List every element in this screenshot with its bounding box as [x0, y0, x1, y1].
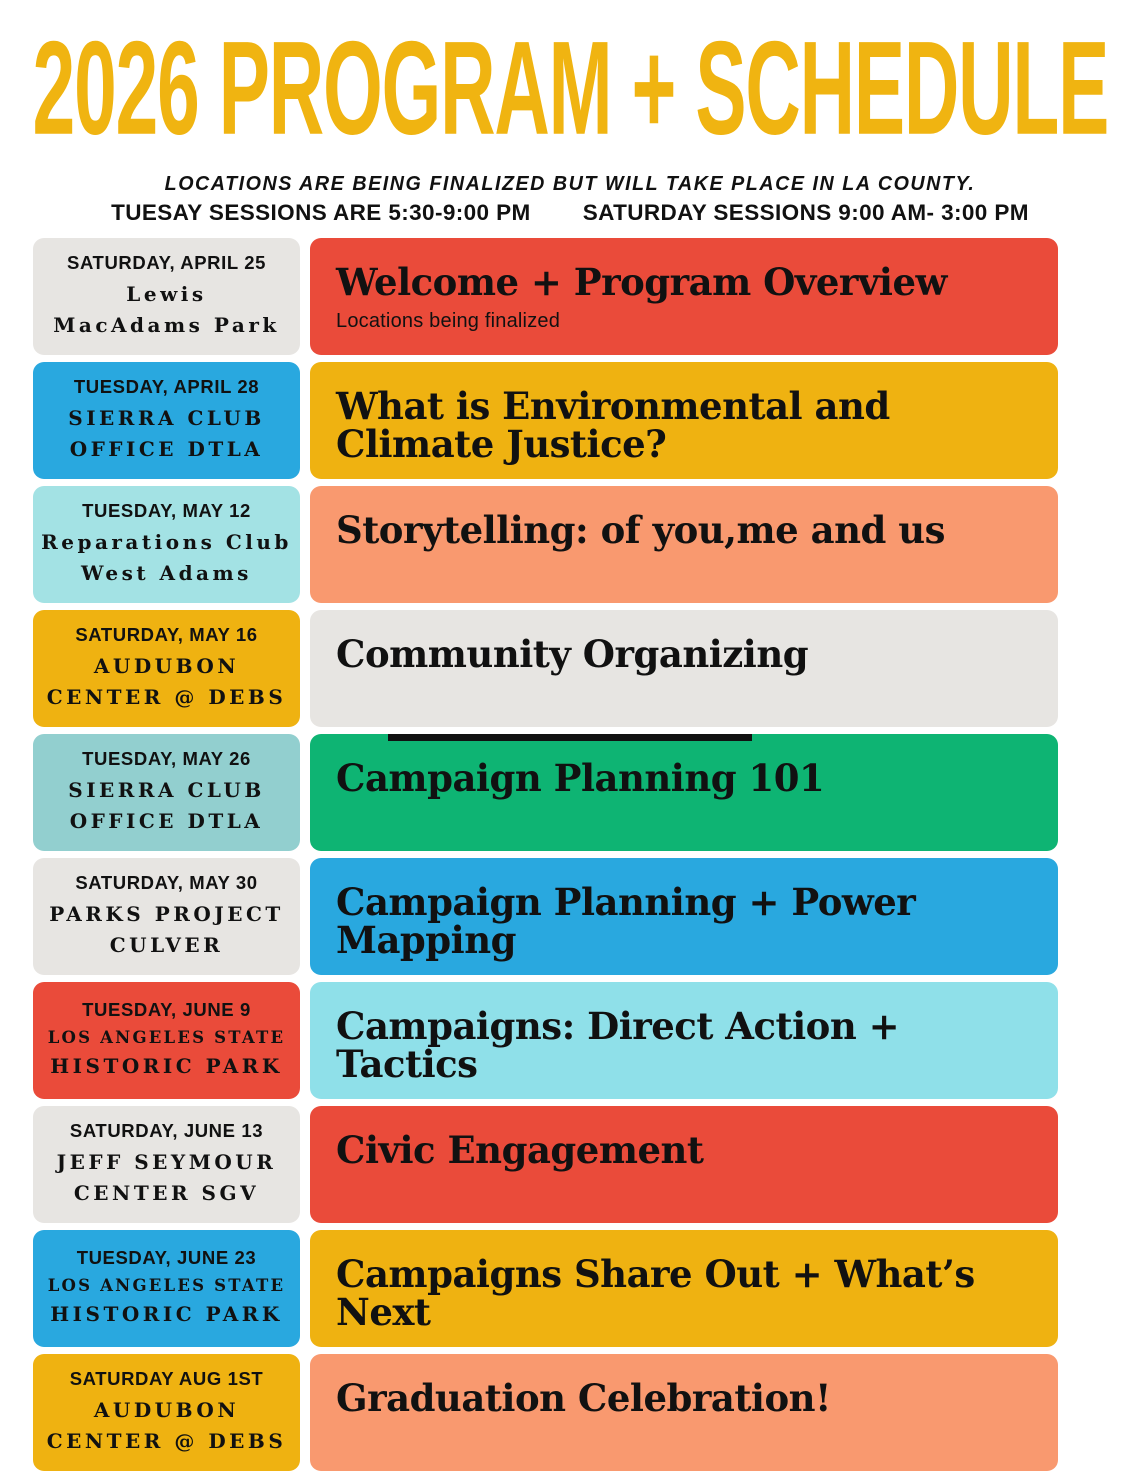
session-date: TUESDAY, JUNE 9	[82, 999, 251, 1021]
schedule-row	[33, 1230, 1058, 1347]
schedule-list	[33, 238, 1058, 1476]
schedule-row	[33, 734, 1058, 851]
session-title: Campaigns Share Out + What’s Next	[336, 1252, 975, 1335]
session-location	[41, 527, 292, 589]
session-card	[310, 858, 1058, 975]
session-location	[47, 651, 287, 713]
session-date-location	[33, 734, 300, 851]
session-location	[57, 1147, 277, 1209]
session-date-location	[33, 1230, 300, 1347]
session-date: SATURDAY, APRIL 25	[67, 252, 266, 273]
schedule-row	[33, 486, 1058, 603]
session-location-line: CENTER @ DEBS	[46, 1429, 287, 1453]
session-date: TUESDAY, MAY 12	[82, 500, 251, 521]
session-date: TUESDAY, MAY 26	[82, 748, 251, 769]
session-title: What is Environmental and Climate Justice?	[336, 384, 890, 467]
session-title: Welcome + Program Overview	[336, 260, 947, 304]
schedule-row	[33, 982, 1058, 1099]
black-underline-bar	[388, 734, 752, 741]
session-title: Community Organizing	[336, 632, 809, 676]
schedule-row	[33, 858, 1058, 975]
session-date-location	[33, 486, 300, 603]
session-date: SATURDAY, MAY 30	[75, 872, 258, 893]
schedule-row	[33, 1106, 1058, 1223]
session-location	[68, 403, 265, 465]
tuesday-times: TUESAY SESSIONS ARE 5:30-9:00 PM	[111, 200, 531, 225]
saturday-times: SATURDAY SESSIONS 9:00 AM- 3:00 PM	[582, 200, 1029, 225]
session-location	[49, 899, 284, 961]
session-date-location	[33, 1106, 300, 1223]
session-date-location	[33, 610, 300, 727]
schedule-row	[33, 610, 1058, 727]
session-location-line: CENTER @ DEBS	[46, 685, 287, 709]
session-title: Graduation Celebration!	[336, 1376, 831, 1420]
session-date: SATURDAY, MAY 16	[75, 624, 258, 645]
schedule-row	[33, 238, 1058, 355]
session-card	[310, 982, 1058, 1099]
page-title	[0, 14, 1140, 163]
page-title-text: 2026 PROGRAM + SCHEDULE	[32, 14, 1108, 163]
session-location-line: Reparations Club	[41, 530, 292, 554]
session-date: SATURDAY, JUNE 13	[69, 1120, 264, 1141]
session-card	[310, 734, 1058, 851]
session-card	[310, 1230, 1058, 1347]
session-location	[47, 1395, 287, 1457]
session-location-line: OFFICE DTLA	[69, 809, 264, 833]
session-times	[0, 200, 1140, 226]
session-location-line: HISTORIC PARK	[50, 1053, 283, 1078]
session-location	[48, 1274, 285, 1330]
session-location	[68, 775, 265, 837]
schedule-row	[33, 362, 1058, 479]
session-location-line: MacAdams Park	[53, 313, 280, 337]
session-location-line: AUDUBON	[93, 1398, 240, 1422]
session-title: Campaign Planning + Power Mapping	[336, 880, 916, 963]
session-location-line: LOS ANGELES STATE	[47, 1028, 286, 1048]
session-card	[310, 486, 1058, 603]
session-title: Storytelling: of you,me and us	[336, 508, 945, 552]
session-title: Campaigns: Direct Action + Tactics	[336, 1004, 900, 1087]
session-card	[310, 362, 1058, 479]
session-date: SATURDAY AUG 1ST	[69, 1368, 264, 1389]
session-location-line: JEFF SEYMOUR	[56, 1150, 277, 1174]
session-date-location	[33, 1354, 300, 1471]
session-location-line: AUDUBON	[93, 654, 240, 678]
session-date-location	[33, 238, 300, 355]
session-card	[310, 238, 1058, 355]
session-card	[310, 610, 1058, 727]
session-card	[310, 1354, 1058, 1471]
session-date: TUESDAY, APRIL 28	[73, 376, 260, 397]
session-location-line: PARKS PROJECT	[49, 902, 284, 926]
session-card	[310, 1106, 1058, 1223]
session-location	[53, 279, 279, 341]
session-location-line: SIERRA CLUB	[68, 406, 265, 430]
session-location-line: SIERRA CLUB	[68, 778, 265, 802]
session-location-line: OFFICE DTLA	[69, 437, 264, 461]
session-date-location	[33, 858, 300, 975]
session-date-location	[33, 362, 300, 479]
session-location-line: HISTORIC PARK	[50, 1301, 283, 1326]
session-location-line: CULVER	[109, 933, 224, 957]
session-location-line: West Adams	[81, 561, 252, 585]
session-location	[48, 1026, 285, 1082]
session-date: TUESDAY, JUNE 23	[76, 1247, 257, 1269]
session-location-line: LOS ANGELES STATE	[47, 1276, 286, 1296]
session-location-line: Lewis	[126, 282, 207, 306]
session-location-line: CENTER SGV	[73, 1181, 260, 1205]
session-date-location	[33, 982, 300, 1099]
locations-note: LOCATIONS ARE BEING FINALIZED BUT WILL TAKE PLACE IN LA COUNTY.	[164, 172, 976, 195]
session-title: Campaign Planning 101	[336, 756, 825, 800]
session-title: Civic Engagement	[336, 1128, 704, 1172]
session-note: Locations being finalized	[336, 310, 561, 333]
schedule-row	[33, 1354, 1058, 1471]
